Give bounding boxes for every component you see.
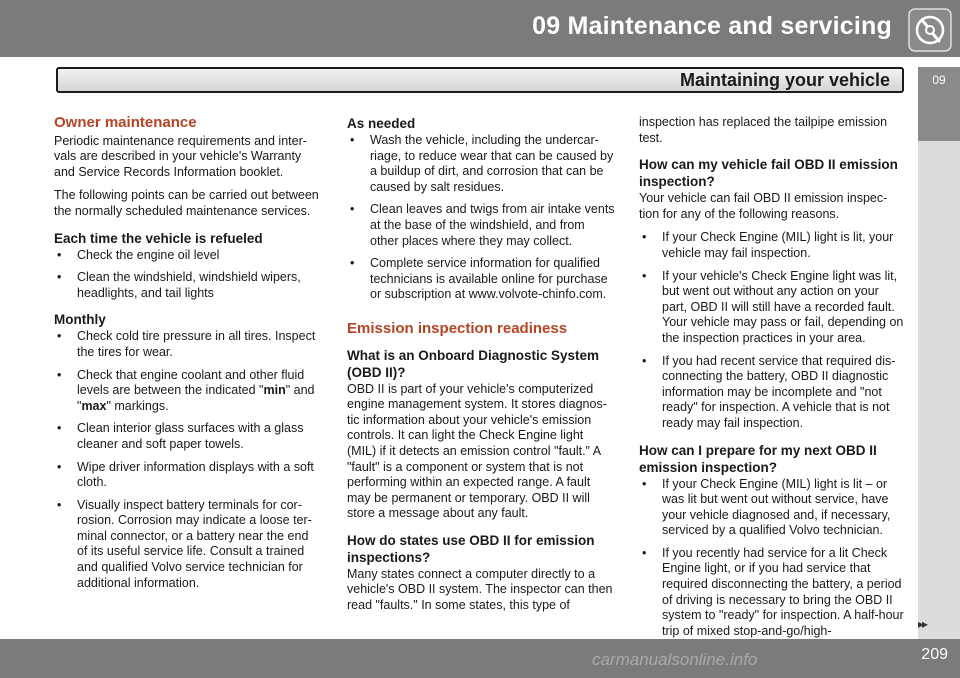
text: " and " bbox=[77, 383, 315, 413]
list-item: • Wipe driver information displays with a soft cloth. bbox=[54, 460, 322, 491]
list-as-needed bbox=[347, 133, 615, 303]
list-item bbox=[54, 368, 322, 415]
heading-fail: How can my vehicle fail OBD II emission inspection? bbox=[639, 157, 898, 190]
list-item: • If your vehicle's Check Engine light was lit, but went out without any action on your part, OBD II will still have a recorded fault. Your vehicle may pass or fail, depending on the inspection practices in your area. bbox=[639, 269, 907, 347]
list-item: • Visually inspect battery terminals for cor-rosion. Corrosion may indicate a loose ter-minal connector, or a battery near the end of its useful service life. Consult a trained and qualified Volvo service technician for additional information. bbox=[54, 498, 322, 592]
paragraph-states: Many states connect a computer directly to a vehicle's OBD II system. The inspector can then read "faults." In some states, this type of bbox=[347, 566, 613, 613]
column-1 bbox=[54, 115, 322, 598]
paragraph-intro: Periodic maintenance requirements and inter-vals are described in your vehicle's Warranty and Service Records Information booklet. bbox=[54, 133, 307, 179]
section-banner bbox=[56, 67, 904, 93]
list-item: • Clean leaves and twigs from air intake vents at the base of the windshield, and from other places where they may collect. bbox=[347, 202, 615, 249]
list-prepare bbox=[639, 477, 907, 640]
chapter-tab-strip bbox=[918, 67, 960, 639]
heading-prepare: How can I prepare for my next OBD II emission inspection? bbox=[639, 442, 877, 475]
heading-refueled: Each time the vehicle is refueled bbox=[54, 230, 263, 246]
min-marking: min bbox=[263, 383, 286, 398]
max-marking: max bbox=[81, 398, 107, 413]
paragraph-points: The following points can be carried out between the normally scheduled maintenance services. bbox=[54, 188, 319, 218]
heading-emission-readiness: Emission inspection readiness bbox=[347, 319, 568, 337]
watermark: carmanualsonline.info bbox=[592, 650, 758, 669]
list-item: • Check cold tire pressure in all tires. Inspect the tires for wear. bbox=[54, 329, 322, 360]
list-monthly bbox=[54, 329, 322, 591]
list-fail bbox=[639, 230, 907, 431]
heading-obd: What is an Onboard Diagnostic System (OBD II)? bbox=[347, 347, 600, 380]
section-title: Maintaining your vehicle bbox=[679, 70, 890, 90]
list-item: • Check the engine oil level bbox=[54, 248, 322, 264]
wrench-gear-icon bbox=[908, 8, 952, 52]
paragraph-fail: Your vehicle can fail OBD II emission inspec-tion for any of the following reasons. bbox=[639, 191, 888, 221]
paragraph-continued: inspection has replaced the tailpipe emission test. bbox=[639, 115, 888, 145]
heading-states: How do states use OBD II for emission inspections? bbox=[347, 532, 595, 565]
list-item: • If your Check Engine (MIL) light is lit, your vehicle may fail inspection. bbox=[639, 230, 907, 261]
heading-owner-maintenance: Owner maintenance bbox=[54, 114, 197, 131]
heading-as-needed: As needed bbox=[347, 116, 416, 131]
column-3 bbox=[639, 115, 907, 641]
page-number: 209 bbox=[921, 646, 948, 663]
text: " markings. bbox=[106, 398, 169, 413]
list-item: • If your Check Engine (MIL) light is lit – or was lit but went out without service, have your vehicle diagnosed and, if necessary, serviced by a qualified Volvo technician. bbox=[639, 477, 907, 539]
text: Check that engine coolant and other fluid levels are between the indicated " bbox=[77, 367, 305, 398]
list-item: • If you had recent service that required dis-connecting the battery, OBD II diagnostic information may be incomplete and "not ready" for inspection. A vehicle that is not ready may fail inspection. bbox=[639, 354, 907, 432]
heading-monthly: Monthly bbox=[54, 312, 106, 328]
list-item: • Wash the vehicle, including the undercar-riage, to reduce wear that can be caused by a buildup of dirt, and corrosion that can be caused by salt residues. bbox=[347, 133, 615, 195]
list-item: • If you recently had service for a lit Check Engine light, or if you had service that required disconnecting the battery, a period of driving is necessary to bring the OBD II system to "ready" for inspection. A half-hour trip of mixed stop-and-go/high- bbox=[639, 546, 907, 640]
column-2 bbox=[347, 115, 615, 622]
list-item: • Clean the windshield, windshield wipers, headlights, and tail lights bbox=[54, 270, 322, 301]
next-page-arrow-icon[interactable]: ▸▸ bbox=[918, 617, 927, 631]
footer-band bbox=[0, 639, 960, 678]
list-item: • Complete service information for qualified technicians is available online for purchase or subscription at www.volvote-chinfo.com. bbox=[347, 256, 615, 303]
paragraph-obd: OBD II is part of your vehicle's computerized engine management system. It stores diagnos-tic information about your vehicle's emission controls. It can light the Check Engine light (MIL) if it detects an emission control "fault." A "fault" is a component or system that is not performing within an expected range. A fault may be permanent or temporary. OBD II will store a message about any fault. bbox=[347, 381, 607, 521]
list-refueled bbox=[54, 248, 322, 302]
chapter-tab-label: 09 bbox=[932, 73, 946, 87]
chapter-title: 09 Maintenance and servicing bbox=[532, 12, 892, 40]
list-item: • Clean interior glass surfaces with a glass cleaner and soft paper towels. bbox=[54, 421, 322, 452]
